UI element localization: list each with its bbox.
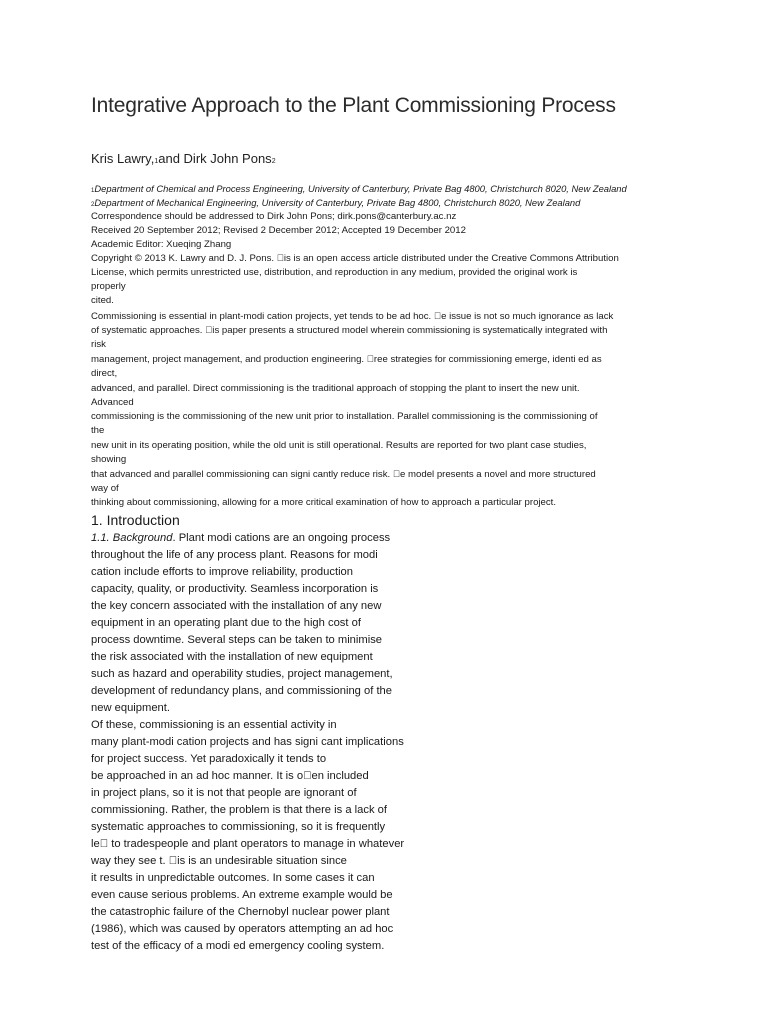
abstract-line: commissioning is the commissioning of the new unit prior to installation. Parallel commissioning is the commissioning of [91, 411, 598, 422]
abstract-line: new unit in its operating position, while the old unit is still operational. Results are reported for two plant case studies, [91, 440, 587, 451]
copyright-line-2: License, which permits unrestricted use, distribution, and reproduction in any medium, provided the original work is [91, 267, 578, 278]
body-line: even cause serious problems. An extreme example would be [91, 889, 393, 901]
body-line: way they see t.  is is an undesirable situation since [91, 855, 347, 867]
body-line: process downtime. Several steps can be taken to minimise [91, 634, 383, 646]
author-2-affiliation-mark: 2 [271, 158, 276, 165]
abstract-line: direct, [91, 368, 118, 379]
academic-editor-line: Academic Editor: Xueqing Zhang [91, 239, 232, 250]
body-line: le  to tradespeople and plant operators to manage in whatever [91, 838, 405, 850]
body-line: the catastrophic failure of the Chernobyl nuclear power plant [91, 906, 390, 918]
abstract-line: the [91, 425, 105, 436]
body-line: it results in unpredictable outcomes. In some cases it can [91, 872, 375, 884]
abstract-line: risk [91, 339, 106, 350]
affiliation-2-number: 2 [91, 202, 95, 208]
copyright-line-1: Copyright © 2013 K. Lawry and D. J. Pons.  is is an open access article distributed under the Creative Commons Attribution [91, 253, 619, 264]
body-first-line-rest: . Plant modi cations are an ongoing process [172, 532, 391, 544]
author-line [91, 151, 276, 166]
author-2: and Dirk John Pons [158, 151, 272, 166]
author-1: Kris Lawry, [91, 151, 155, 166]
body-line: for project success. Yet paradoxically it tends to [91, 753, 327, 765]
abstract-line: that advanced and parallel commissioning can signi cantly reduce risk.  e model presents a novel and more structured [91, 469, 596, 480]
copyright-line-4: cited. [91, 295, 114, 306]
body-line [91, 530, 390, 547]
body-line: Of these, commissioning is an essential activity in [91, 719, 337, 731]
affiliation-2-text: Department of Mechanical Engineering, University of Canterbury, Private Bag 4800, Christchurch 8020, New Zealand [94, 197, 581, 208]
body-line: (1986), which was caused by operators attempting an ad hoc [91, 923, 394, 935]
body-line: test of the efficacy of a modi ed emergency cooling system. [91, 940, 385, 952]
correspondence-line: Correspondence should be addressed to Dirk John Pons; dirk.pons@canterbury.ac.nz [91, 211, 457, 222]
abstract-line: of systematic approaches.  is paper presents a structured model wherein commissioning is systematically integrated with [91, 325, 608, 336]
copyright-line-3: properly [91, 281, 126, 292]
affiliation-1-text: Department of Chemical and Process Engineering, University of Canterbury, Private Bag 4800, Christchurch 8020, New Zealand [94, 183, 627, 194]
body-line: commissioning. Rather, the problem is that there is a lack of [91, 804, 387, 816]
dates-line: Received 20 September 2012; Revised 2 December 2012; Accepted 19 December 2012 [91, 225, 466, 236]
abstract-line: Advanced [91, 397, 134, 408]
section-heading: 1. Introduction [91, 512, 180, 528]
body-line: development of redundancy plans, and commissioning of the [91, 685, 393, 697]
body-line: throughout the life of any process plant. Reasons for modi [91, 549, 378, 561]
body-line: systematic approaches to commissioning, so it is frequently [91, 821, 386, 833]
paper-title: Integrative Approach to the Plant Commissioning Process [91, 94, 616, 117]
body-line: the key concern associated with the installation of any new [91, 600, 382, 612]
subsection-label: 1.1. Background [91, 532, 173, 544]
body-line: the risk associated with the installation of new equipment [91, 651, 373, 663]
abstract-line: management, project management, and production engineering.  ree strategies for commissioning emerge, identi ed as [91, 354, 602, 365]
body-line: in project plans, so it is not that people are ignorant of [91, 787, 357, 799]
body-line: cation include efforts to improve reliability, production [91, 566, 354, 578]
body-line: equipment in an operating plant due to the high cost of [91, 617, 361, 629]
body-line: new equipment. [91, 702, 170, 714]
affiliation-1-number: 1 [91, 188, 95, 194]
abstract-line: showing [91, 454, 127, 465]
author-1-affiliation-mark: 1 [154, 158, 159, 165]
body-line: such as hazard and operability studies, project management, [91, 668, 393, 680]
body-line: many plant-modi cation projects and has signi cant implications [91, 736, 404, 748]
abstract-line: thinking about commissioning, allowing for a more critical examination of how to approach a particular project. [91, 497, 556, 508]
body-line: be approached in an ad hoc manner. It is o en included [91, 770, 369, 782]
abstract-line: way of [91, 483, 119, 494]
abstract-line: Commissioning is essential in plant-modi cation projects, yet tends to be ad hoc.  e issue is not so much ignorance as lack [91, 311, 614, 322]
body-line: capacity, quality, or productivity. Seamless incorporation is [91, 583, 379, 595]
abstract-line: advanced, and parallel. Direct commissioning is the traditional approach of stopping the plant to insert the new unit. [91, 383, 580, 394]
